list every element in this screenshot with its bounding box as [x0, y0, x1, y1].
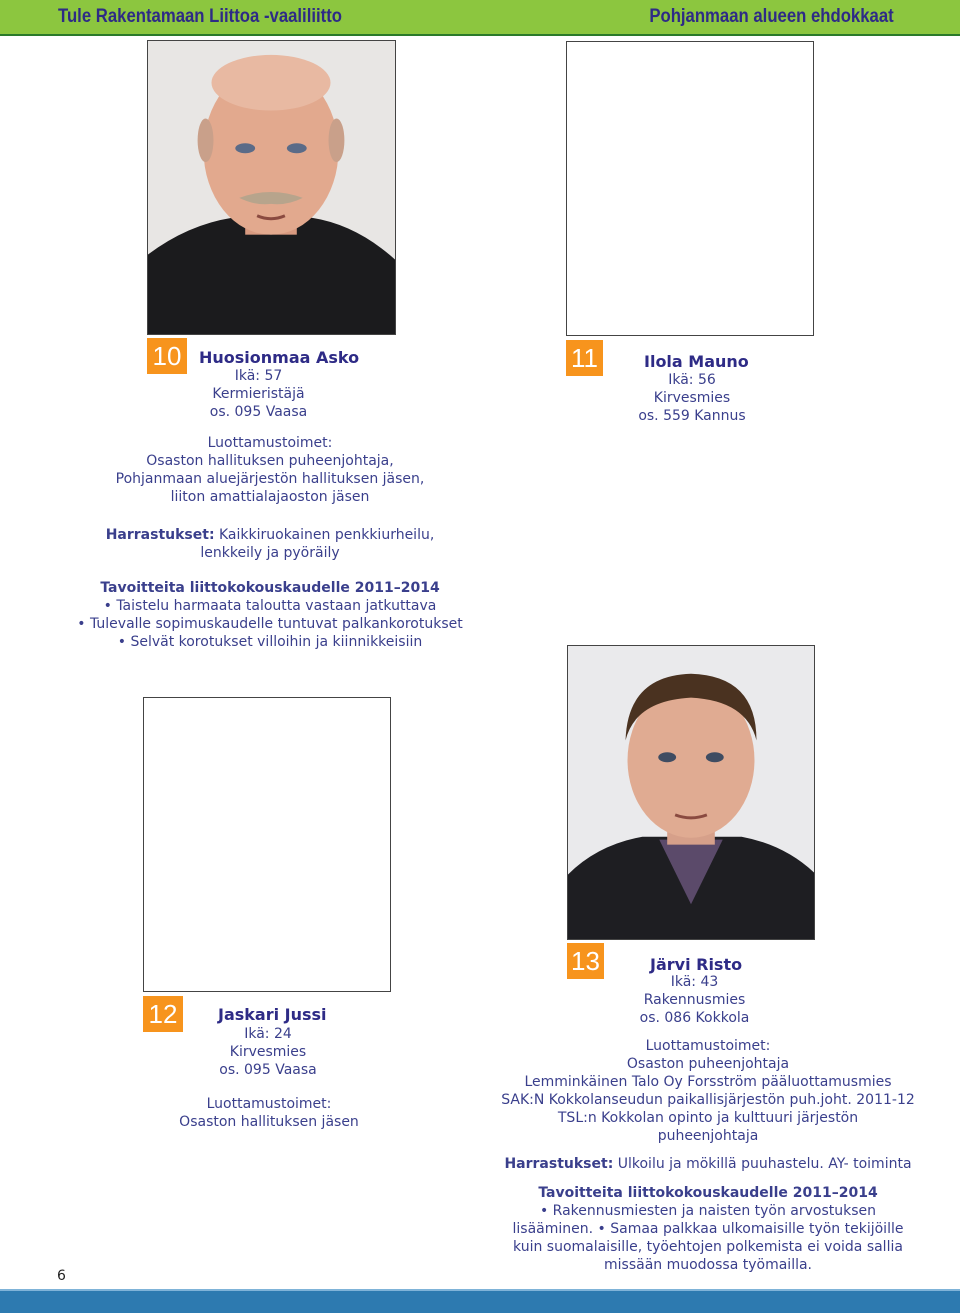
goals-label: Tavoitteita liittokokouskaudelle 2011–2014 — [538, 1185, 878, 1201]
candidate-12-age: Ikä: 24 — [244, 1026, 292, 1042]
candidate-11-name: Ilola Mauno — [644, 352, 749, 371]
candidate-13-goals — [470, 1184, 946, 1274]
candidate-12-trust — [150, 1095, 388, 1131]
trust-line: liiton amattialajaoston jäsen — [170, 489, 370, 505]
trust-label: Luottamustoimet: — [645, 1038, 771, 1054]
trust-line: Osaston hallituksen puheenjohtaja, — [146, 453, 394, 469]
candidate-10-profession: Kermieristäjä — [212, 386, 305, 402]
candidate-11-number: 11 — [566, 340, 603, 376]
candidate-13-photo — [567, 645, 815, 940]
candidate-11-photo-frame — [566, 41, 814, 336]
candidate-12-name: Jaskari Jussi — [218, 1005, 327, 1024]
candidate-13-profession: Rakennusmies — [643, 992, 746, 1008]
candidate-13-number: 13 — [567, 943, 604, 979]
candidate-12-profession: Kirvesmies — [229, 1044, 307, 1060]
candidate-10-age: Ikä: 57 — [234, 368, 283, 384]
goals-line: • Tulevalle sopimuskaudelle tuntuvat palkankorotukset — [77, 616, 463, 632]
hobbies-label: Harrastukset: — [105, 527, 215, 543]
trust-label: Luottamustoimet: — [206, 1096, 332, 1112]
goals-line: lisääminen. • Samaa palkkaa ulkomaisille työn tekijöille — [512, 1221, 904, 1237]
candidate-11-branch: os. 559 Kannus — [638, 408, 746, 424]
candidate-12-number: 12 — [143, 996, 183, 1032]
candidate-10-photo — [147, 40, 396, 335]
hobbies-label: Harrastukset: — [504, 1156, 614, 1172]
header-left-title: Tule Rakentamaan Liittoa -vaaliliitto — [58, 6, 342, 27]
goals-line: • Rakennusmiesten ja naisten työn arvostuksen — [539, 1203, 877, 1219]
candidate-13-trust — [470, 1037, 946, 1145]
candidate-13-details — [632, 973, 757, 1027]
candidate-10-goals — [40, 579, 500, 651]
candidate-13-hobbies — [470, 1155, 946, 1173]
hobbies-line: lenkkeily ja pyöräily — [200, 545, 340, 561]
trust-line: TSL:n Kokkolan opinto ja kulttuuri järjestön — [557, 1110, 859, 1126]
candidate-11-profession: Kirvesmies — [653, 390, 731, 406]
candidate-12-branch: os. 095 Vaasa — [219, 1062, 317, 1078]
candidate-10-number: 10 — [147, 338, 187, 374]
footer-bar — [0, 1291, 960, 1313]
page-number: 6 — [57, 1268, 66, 1284]
goals-line: kuin suomalaisille, työehtojen polkemista ei voida sallia — [513, 1239, 903, 1255]
candidate-10-trust — [40, 434, 500, 506]
candidate-13-branch: os. 086 Kokkola — [639, 1010, 750, 1026]
candidate-12-details — [208, 1025, 328, 1079]
trust-line: Pohjanmaan aluejärjestön hallituksen jäsen, — [115, 471, 425, 487]
candidate-11-age: Ikä: 56 — [668, 372, 716, 388]
candidate-10-name: Huosionmaa Asko — [199, 348, 360, 367]
trust-line: SAK:N Kokkolanseudun paikallisjärjestön puh.joht. 2011-12 — [501, 1092, 915, 1108]
trust-line: puheenjohtaja — [657, 1128, 759, 1144]
goals-line: • Taistelu harmaata taloutta vastaan jatkuttava — [103, 598, 437, 614]
goals-line: • Selvät korotukset villoihin ja kiinnikkeisiin — [117, 634, 423, 650]
candidate-10-branch: os. 095 Vaasa — [209, 404, 308, 420]
candidate-10-hobbies — [40, 526, 500, 562]
trust-line: Osaston puheenjohtaja — [626, 1056, 790, 1072]
candidate-12-photo-frame — [143, 697, 391, 992]
trust-label: Luottamustoimet: — [207, 435, 333, 451]
candidate-13-age: Ikä: 43 — [670, 974, 719, 990]
candidate-13-name: Järvi Risto — [650, 955, 743, 974]
candidate-11-details — [632, 371, 752, 425]
hobbies-text: Kaikkiruokainen penkkiurheilu, — [214, 527, 435, 543]
hobbies-text: Ulkoilu ja mökillä puuhastelu. AY- toiminta — [613, 1156, 912, 1172]
trust-line: Osaston hallituksen jäsen — [179, 1114, 359, 1130]
goals-label: Tavoitteita liittokokouskaudelle 2011–2014 — [100, 580, 440, 596]
header-right-title: Pohjanmaan alueen ehdokkaat — [649, 6, 894, 27]
goals-line: missään muodossa työmailla. — [604, 1257, 812, 1273]
candidate-10-details — [196, 367, 321, 421]
trust-line: Lemminkäinen Talo Oy Forsström pääluottamusmies — [524, 1074, 892, 1090]
header-bar — [0, 0, 960, 36]
